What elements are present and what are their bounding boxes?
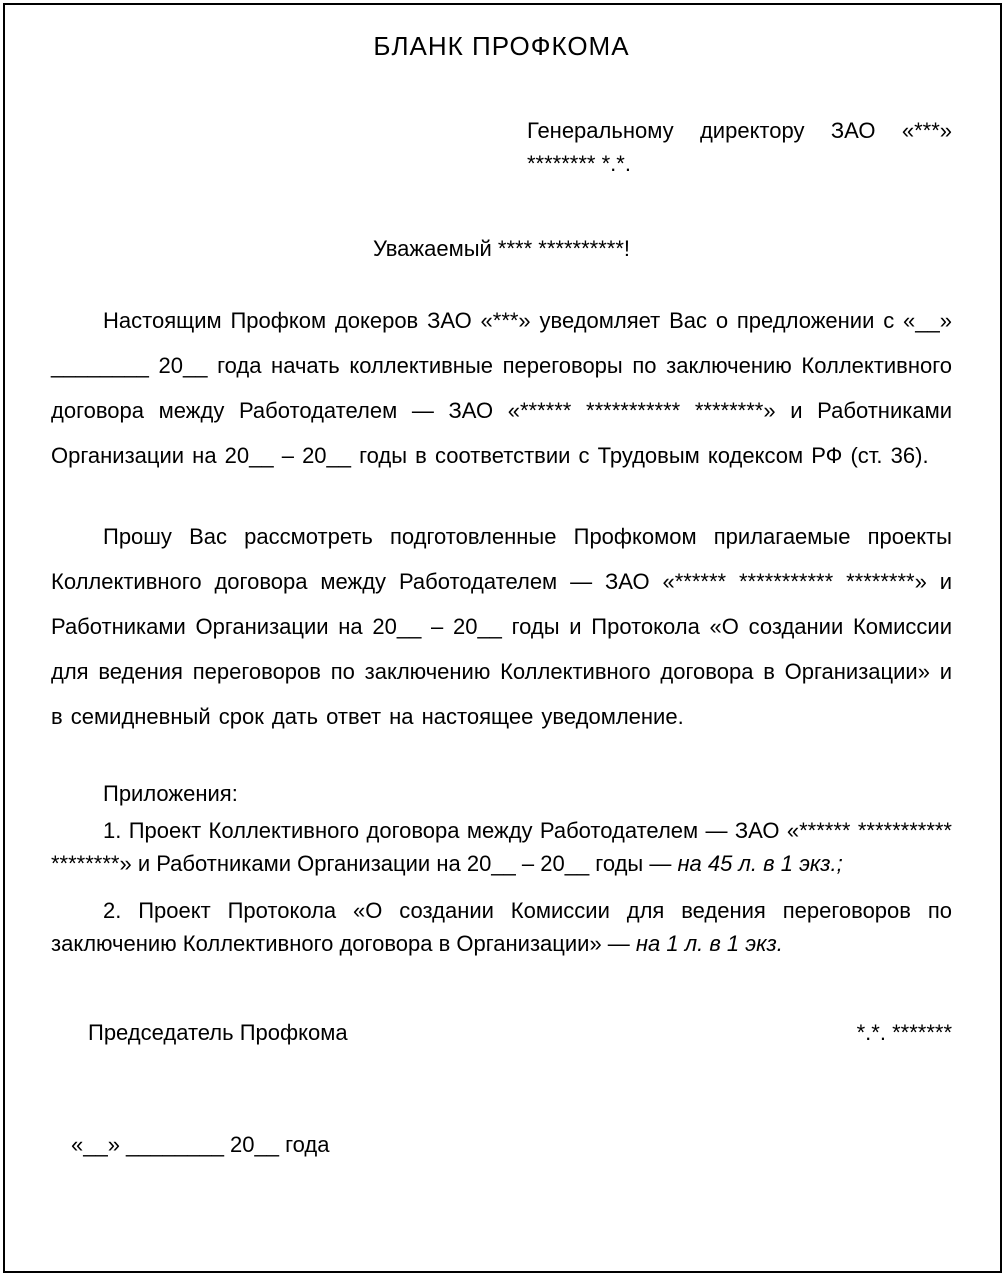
letterhead-title: БЛАНК ПРОФКОМА xyxy=(373,31,630,61)
attachment-item-2-text: 2. Проект Протокола «О создании Комиссии для ведения переговоров по заключению Коллективного договора в Организации» — xyxy=(51,898,952,956)
addressee-block xyxy=(527,114,952,180)
body-paragraph-2: Прошу Вас рассмотреть подготовленные Профкомом прилагаемые проекты Коллективного договора между Работодателем — ЗАО «****** *********** ********» и Работниками Организации на 20__ – 20__ годы и Протокола «О создании Комиссии для ведения переговоров по заключению Коллективного договора в Организации» и в семидневный срок дать ответ на настоящее уведомление. xyxy=(51,524,952,729)
attachment-item-2 xyxy=(51,894,952,960)
attachment-item-2-note: на 1 л. в 1 экз. xyxy=(635,931,783,956)
date-line: «__» ________ 20__ года xyxy=(71,1132,330,1157)
document-page xyxy=(3,3,1002,1273)
addressee-name: ******** *.*. xyxy=(527,151,631,176)
attachments-heading: Приложения: xyxy=(103,781,238,806)
attachment-item-1-note: на 45 л. в 1 экз.; xyxy=(677,851,843,876)
body-paragraph-1: Настоящим Профком докеров ЗАО «***» уведомляет Вас о предложении с «__» ________ 20__ года начать коллективные переговоры по заключению Коллективного договора между Работодателем — ЗАО «****** *********** ********» и Работниками Организации на 20__ – 20__ годы в соответствии с Трудовым кодексом РФ (ст. 36). xyxy=(51,308,952,468)
addressee-position: Генеральному директору ЗАО «***» xyxy=(527,118,952,143)
signature-title: Председатель Профкома xyxy=(88,1020,348,1045)
salutation: Уважаемый **** **********! xyxy=(372,236,631,261)
attachment-item-1-text: 1. Проект Коллективного договора между Работодателем — ЗАО «****** *********** ********» и Работниками Организации на 20__ – 20__ годы — xyxy=(51,818,952,876)
signature-name: *.*. ******* xyxy=(856,1020,952,1045)
attachment-item-1 xyxy=(51,814,952,880)
signature-row xyxy=(51,1020,952,1046)
